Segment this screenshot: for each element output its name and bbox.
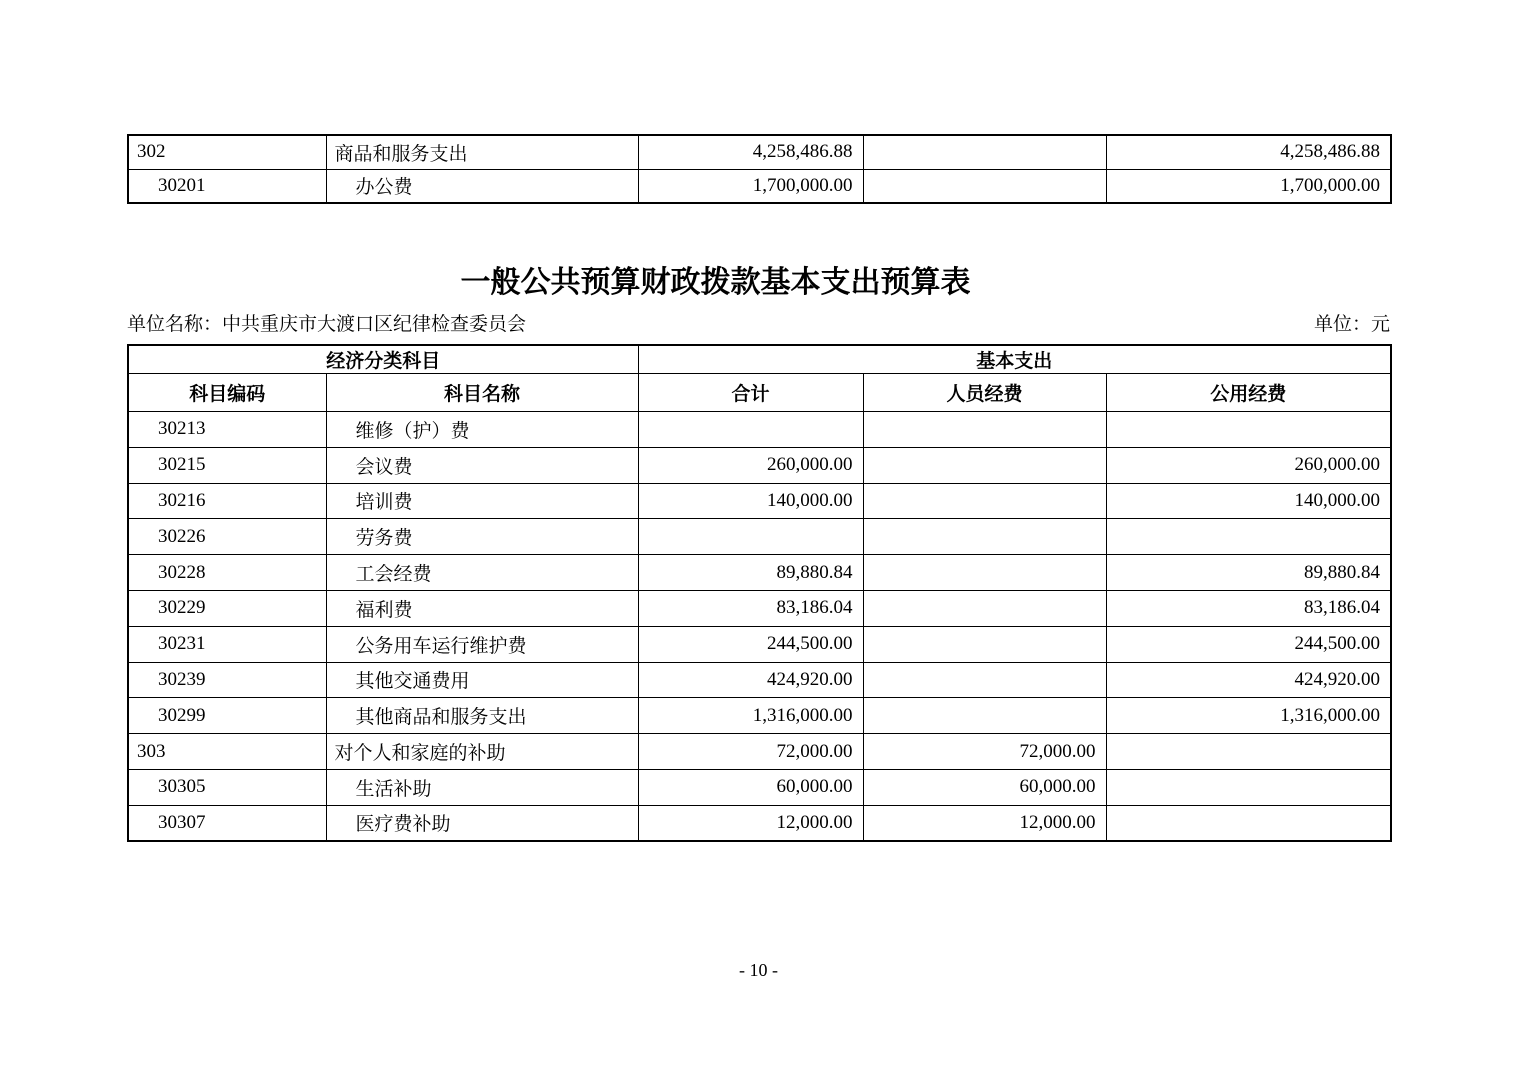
cell-name: 生活补助 xyxy=(326,769,638,805)
header-total: 合计 xyxy=(638,374,863,412)
cell-code: 303 xyxy=(128,734,326,770)
cell-personnel xyxy=(863,169,1106,203)
table-row xyxy=(128,734,1391,770)
cell-code: 30307 xyxy=(128,805,326,841)
cell-personnel xyxy=(863,662,1106,698)
cell-name: 其他商品和服务支出 xyxy=(326,698,638,734)
cell-total: 260,000.00 xyxy=(638,447,863,483)
header-label-row xyxy=(128,374,1391,412)
table-row xyxy=(128,698,1391,734)
cell-total: 72,000.00 xyxy=(638,734,863,770)
cell-total: 424,920.00 xyxy=(638,662,863,698)
cell-code: 30215 xyxy=(128,447,326,483)
cell-code: 30239 xyxy=(128,662,326,698)
cell-code: 302 xyxy=(128,135,326,169)
cell-public: 260,000.00 xyxy=(1106,447,1391,483)
cell-name: 会议费 xyxy=(326,447,638,483)
unit-currency-label: 单位：元 xyxy=(1313,314,1390,335)
header-basic-expenditure: 基本支出 xyxy=(638,345,1391,374)
cell-total: 83,186.04 xyxy=(638,590,863,626)
cell-name: 其他交通费用 xyxy=(326,662,638,698)
cell-name: 劳务费 xyxy=(326,519,638,555)
cell-total xyxy=(638,519,863,555)
cell-name: 维修（护）费 xyxy=(326,412,638,448)
cell-public xyxy=(1106,734,1391,770)
cell-code: 30213 xyxy=(128,412,326,448)
cell-name: 商品和服务支出 xyxy=(326,135,638,169)
cell-personnel xyxy=(863,135,1106,169)
cell-personnel xyxy=(863,555,1106,591)
table-row xyxy=(128,135,1391,169)
cell-code: 30226 xyxy=(128,519,326,555)
cell-code: 30299 xyxy=(128,698,326,734)
cell-name: 工会经费 xyxy=(326,555,638,591)
table-row xyxy=(128,662,1391,698)
table-row xyxy=(128,169,1391,203)
cell-personnel xyxy=(863,519,1106,555)
header-economic-classification: 经济分类科目 xyxy=(128,345,638,374)
cell-code: 30201 xyxy=(128,169,326,203)
cell-personnel xyxy=(863,590,1106,626)
cell-total: 12,000.00 xyxy=(638,805,863,841)
cell-personnel xyxy=(863,698,1106,734)
page-number: - 10 - xyxy=(739,960,778,980)
table-row xyxy=(128,483,1391,519)
table-row xyxy=(128,412,1391,448)
cell-code: 30229 xyxy=(128,590,326,626)
header-subject-name: 科目名称 xyxy=(326,374,638,412)
cell-total: 140,000.00 xyxy=(638,483,863,519)
cell-public: 424,920.00 xyxy=(1106,662,1391,698)
cell-personnel xyxy=(863,447,1106,483)
cell-code: 30231 xyxy=(128,626,326,662)
cell-total: 1,700,000.00 xyxy=(638,169,863,203)
header-public-funds: 公用经费 xyxy=(1106,374,1391,412)
cell-total: 60,000.00 xyxy=(638,769,863,805)
cell-public xyxy=(1106,805,1391,841)
cell-total: 244,500.00 xyxy=(638,626,863,662)
continuation-table xyxy=(127,134,1392,204)
budget-table xyxy=(127,344,1392,842)
cell-name: 医疗费补助 xyxy=(326,805,638,841)
cell-personnel: 12,000.00 xyxy=(863,805,1106,841)
cell-personnel: 60,000.00 xyxy=(863,769,1106,805)
cell-public: 4,258,486.88 xyxy=(1106,135,1391,169)
table-row xyxy=(128,519,1391,555)
cell-total: 4,258,486.88 xyxy=(638,135,863,169)
cell-public: 140,000.00 xyxy=(1106,483,1391,519)
table-row xyxy=(128,805,1391,841)
table-row xyxy=(128,555,1391,591)
cell-code: 30305 xyxy=(128,769,326,805)
cell-personnel xyxy=(863,483,1106,519)
table-row xyxy=(128,590,1391,626)
cell-name: 福利费 xyxy=(326,590,638,626)
cell-total xyxy=(638,412,863,448)
cell-code: 30216 xyxy=(128,483,326,519)
cell-personnel: 72,000.00 xyxy=(863,734,1106,770)
cell-public: 89,880.84 xyxy=(1106,555,1391,591)
header-group-row xyxy=(128,345,1391,374)
table-row xyxy=(128,626,1391,662)
cell-name: 培训费 xyxy=(326,483,638,519)
cell-public: 83,186.04 xyxy=(1106,590,1391,626)
cell-public xyxy=(1106,769,1391,805)
header-subject-code: 科目编码 xyxy=(128,374,326,412)
cell-name: 对个人和家庭的补助 xyxy=(326,734,638,770)
subtitle-row xyxy=(127,310,1390,340)
unit-name-label: 单位名称：中共重庆市大渡口区纪律检查委员会 xyxy=(127,314,527,335)
cell-code: 30228 xyxy=(128,555,326,591)
cell-name: 公务用车运行维护费 xyxy=(326,626,638,662)
cell-public: 1,700,000.00 xyxy=(1106,169,1391,203)
table-row xyxy=(128,447,1391,483)
cell-personnel xyxy=(863,412,1106,448)
header-personnel-funds: 人员经费 xyxy=(863,374,1106,412)
cell-public: 1,316,000.00 xyxy=(1106,698,1391,734)
report-title: 一般公共预算财政拨款基本支出预算表 xyxy=(460,266,971,299)
cell-personnel xyxy=(863,626,1106,662)
cell-total: 89,880.84 xyxy=(638,555,863,591)
cell-public: 244,500.00 xyxy=(1106,626,1391,662)
cell-public xyxy=(1106,412,1391,448)
cell-total: 1,316,000.00 xyxy=(638,698,863,734)
table-row xyxy=(128,769,1391,805)
cell-name: 办公费 xyxy=(326,169,638,203)
cell-public xyxy=(1106,519,1391,555)
